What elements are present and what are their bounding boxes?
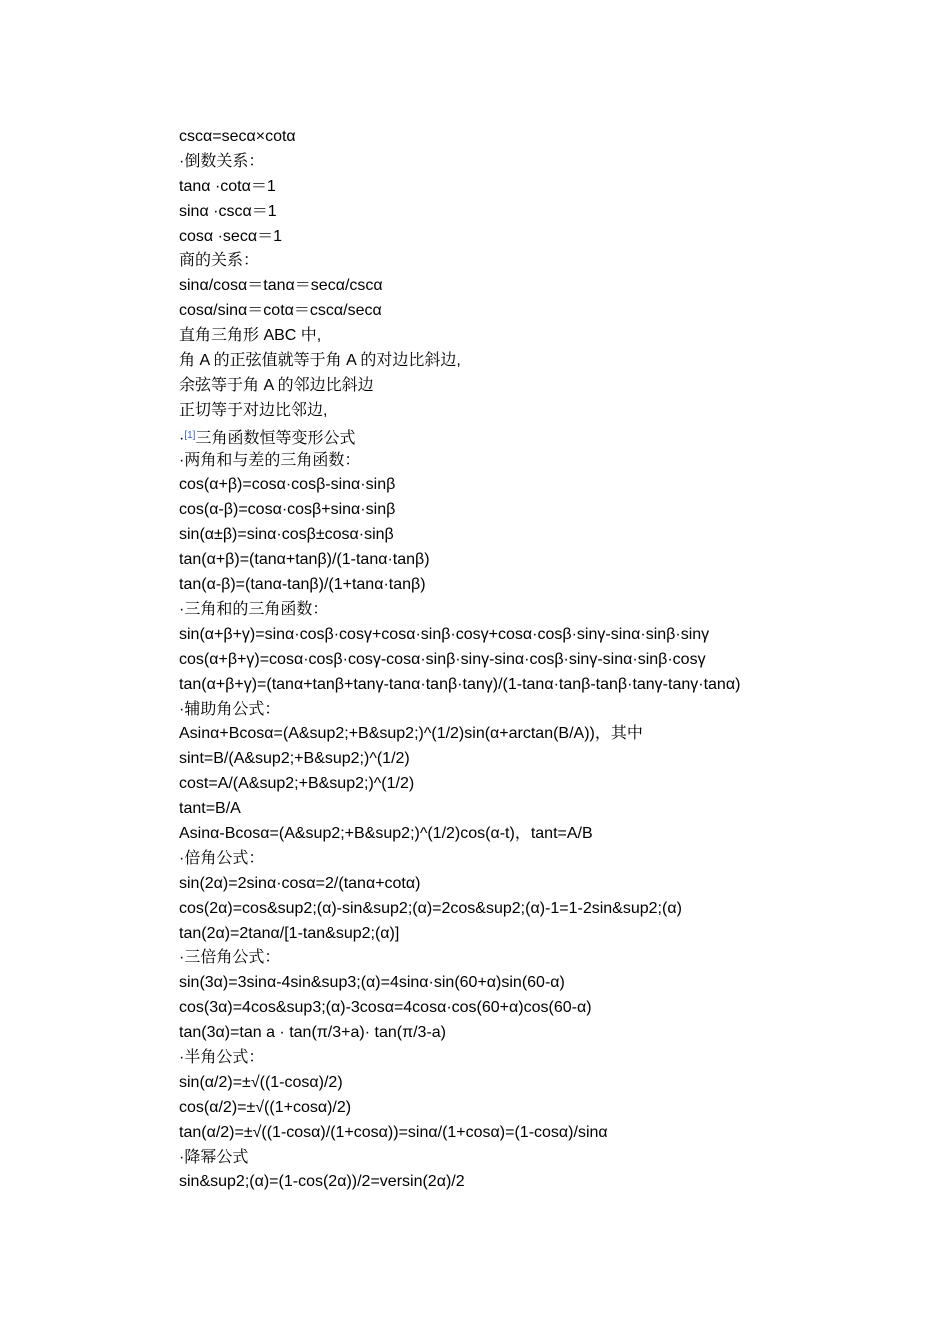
formula-line: cos(α+β+γ)=cosα·cosβ·cosγ-cosα·sinβ·sinγ-sinα·cosβ·sinγ-sinα·sinβ·cosγ <box>179 650 706 668</box>
section-heading: ·三角和的三角函数： <box>179 600 329 618</box>
section-heading: ·三倍角公式： <box>179 949 281 967</box>
formula-line: cos(3α)=4cos&sup3;(α)-3cosα=4cosα·cos(60+α)cos(60-α) <box>179 999 592 1017</box>
formula-line: sinα/cosα＝tanα＝secα/cscα <box>179 277 383 295</box>
formula-line: cost=A/(A&sup2;+B&sup2;)^(1/2) <box>179 775 415 793</box>
formula-line: cos(α+β)=cosα·cosβ-sinα·sinβ <box>179 476 396 494</box>
heading-text: 三角函数恒等变形公式 <box>195 429 356 447</box>
formula-line: Asinα+Bcosα=(A&sup2;+B&sup2;)^(1/2)sin(α+arctan(B/A))，其中 <box>179 725 643 743</box>
heading-bullet: · <box>179 429 185 447</box>
section-heading: ·半角公式： <box>179 1048 265 1066</box>
text-line: 直角三角形 ABC 中, <box>179 327 322 345</box>
formula-line: sin&sup2;(α)=(1-cos(2α))/2=versin(2α)/2 <box>179 1173 465 1191</box>
formula-line: tan(3α)=tan a · tan(π/3+a)· tan(π/3-a) <box>179 1024 446 1042</box>
section-heading: ·倍角公式： <box>179 849 265 867</box>
formula-line: cosα/sinα＝cotα＝cscα/secα <box>179 302 382 320</box>
section-heading: ·两角和与差的三角函数： <box>179 451 361 469</box>
formula-line: tan(2α)=2tanα/[1-tan&sup2;(α)] <box>179 924 400 942</box>
formula-line: cos(α-β)=cosα·cosβ+sinα·sinβ <box>179 501 396 519</box>
formula-line: sin(α+β+γ)=sinα·cosβ·cosγ+cosα·sinβ·cosγ+cosα·cosβ·sinγ-sinα·sinβ·sinγ <box>179 625 710 643</box>
formula-line: cos(α/2)=±√((1+cosα)/2) <box>179 1098 352 1116</box>
text-line: 余弦等于角 A 的邻边比斜边 <box>179 376 374 394</box>
formula-line: sin(α±β)=sinα·cosβ±cosα·sinβ <box>179 526 394 544</box>
section-heading: ·辅助角公式： <box>179 700 281 718</box>
formula-line: tanα ·cotα＝1 <box>179 177 276 195</box>
text-line: 正切等于对边比邻边, <box>179 401 328 419</box>
section-heading-with-reference <box>144 424 804 449</box>
reference-link[interactable]: [1] <box>184 429 196 441</box>
formula-line: tan(α/2)=±√((1-cosα)/(1+cosα))=sinα/(1+cosα)=(1-cosα)/sinα <box>179 1123 608 1141</box>
formula-line: cosα ·secα＝1 <box>179 227 282 245</box>
formula-line: sint=B/(A&sup2;+B&sup2;)^(1/2) <box>179 750 410 768</box>
section-heading: ·降幂公式 <box>179 1148 249 1166</box>
formula-line: cos(2α)=cos&sup2;(α)-sin&sup2;(α)=2cos&sup2;(α)-1=1-2sin&sup2;(α) <box>179 899 682 917</box>
section-heading: 商的关系： <box>179 252 260 270</box>
formula-line: Asinα-Bcosα=(A&sup2;+B&sup2;)^(1/2)cos(α-t)，tant=A/B <box>179 824 593 842</box>
formula-line: tan(α+β)=(tanα+tanβ)/(1-tanα·tanβ) <box>179 551 430 569</box>
formula-line: tant=B/A <box>179 800 241 818</box>
formula-line: tan(α-β)=(tanα-tanβ)/(1+tanα·tanβ) <box>179 576 426 594</box>
section-heading: ·倒数关系： <box>179 152 265 170</box>
formula-line: sin(2α)=2sinα·cosα=2/(tanα+cotα) <box>179 874 421 892</box>
formula-line-wrapped: tan(α+β+γ)=(tanα+tanβ+tanγ-tanα·tanβ·tanγ)/(1-tanα·tanβ-tanβ·tanγ-tanγ·tanα) <box>179 675 741 693</box>
text-line: 角 A 的正弦值就等于角 A 的对边比斜边, <box>179 352 461 370</box>
formula-line: sinα ·cscα＝1 <box>179 202 277 220</box>
document-body <box>144 125 804 1195</box>
text-line: cscα=secα×cotα <box>179 128 296 145</box>
formula-line: sin(α/2)=±√((1-cosα)/2) <box>179 1073 343 1091</box>
formula-line: sin(3α)=3sinα-4sin&sup3;(α)=4sinα·sin(60+α)sin(60-α) <box>179 974 565 992</box>
